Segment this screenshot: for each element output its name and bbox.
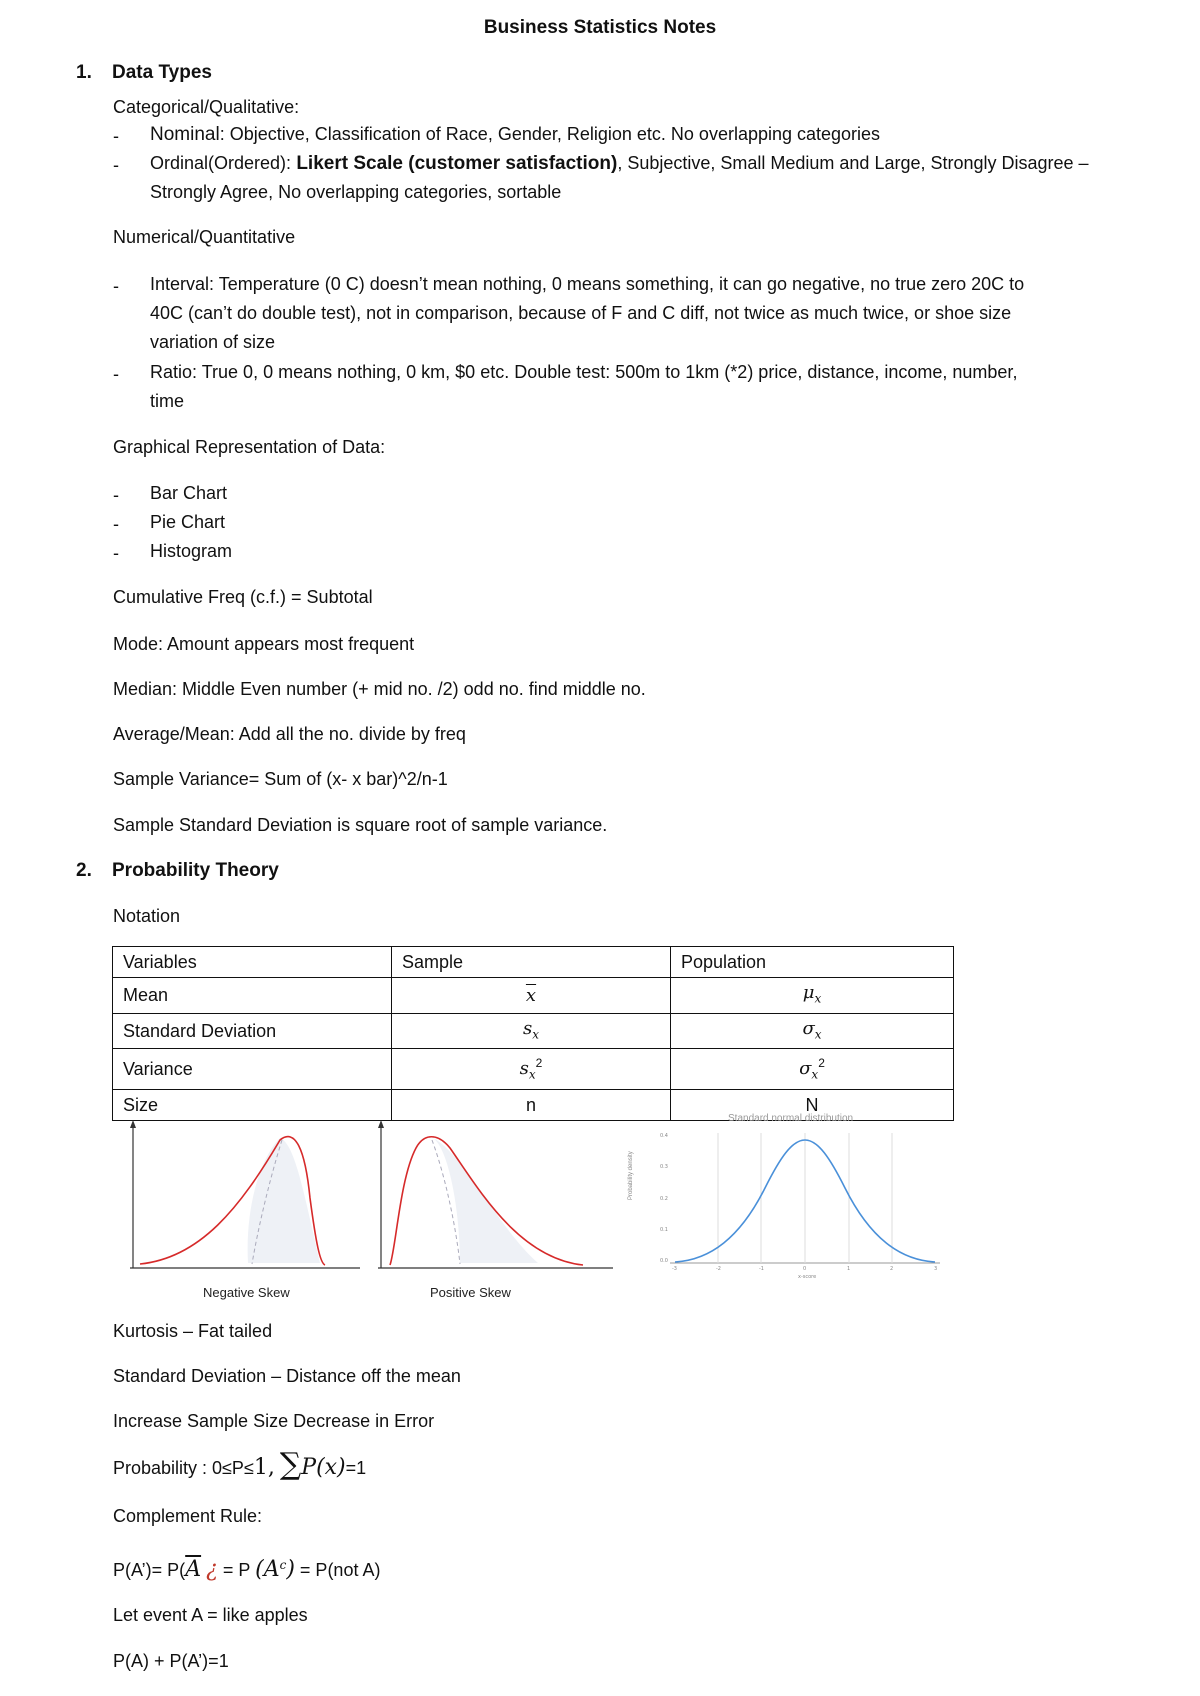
graph-item-bar: Bar Chart bbox=[150, 483, 228, 503]
table-header-row bbox=[113, 947, 954, 978]
graphical-label: Graphical Representation of Data: bbox=[113, 437, 386, 457]
table-row bbox=[113, 1013, 954, 1049]
table-cell: Size bbox=[113, 1089, 392, 1120]
notation-table bbox=[112, 946, 954, 1121]
normal-ylabel: Probability density bbox=[628, 1151, 634, 1200]
variance-note: Sample Variance= Sum of (x- x bar)^2/n-1 bbox=[113, 769, 448, 789]
probability-formula: Probability : 0≤P≤1, ∑P(x)=1 bbox=[113, 1447, 367, 1482]
x-tick-label: -1 bbox=[759, 1266, 764, 1272]
x-tick-label: 0 bbox=[803, 1266, 807, 1272]
section-heading-probability bbox=[76, 860, 279, 882]
bullet-dash: - bbox=[113, 126, 119, 146]
interval-line2: 40C (can’t do double test), not in comparison, because of F and C diff, not twice as much twice, or shoe size bbox=[150, 303, 1012, 323]
y-tick-label: 0.3 bbox=[660, 1164, 668, 1170]
graph-item-histogram: Histogram bbox=[150, 541, 233, 561]
nominal-term: Nominal bbox=[150, 124, 220, 145]
normal-title: Standard normal distribution bbox=[728, 1113, 854, 1124]
sigma-symbol: σ bbox=[799, 1058, 812, 1080]
negative-skew-figure bbox=[120, 1118, 380, 1278]
ratio-item bbox=[150, 362, 1017, 383]
table-cell: Variance bbox=[113, 1049, 392, 1090]
x-axis-label: x-score bbox=[798, 1274, 817, 1278]
bullet-dash: - bbox=[113, 276, 119, 296]
axis-arrow-icon bbox=[378, 1120, 384, 1128]
section-number: 1. bbox=[76, 62, 92, 83]
normal-distribution-figure bbox=[650, 1128, 950, 1278]
numerical-label: Numerical/Quantitative bbox=[113, 227, 296, 247]
sd-note: Standard Deviation – Distance off the mean bbox=[113, 1366, 461, 1386]
ratio-term: Ratio bbox=[150, 362, 193, 382]
negative-skew-caption: Negative Skew bbox=[203, 1285, 290, 1300]
bullet-dash: - bbox=[113, 485, 119, 505]
graph-item-pie: Pie Chart bbox=[150, 512, 226, 532]
mu-symbol: μ bbox=[802, 982, 815, 1003]
table-cell: N bbox=[671, 1089, 954, 1120]
nominal-text: : Objective, Classification of Race, Gender, Religion etc. No overlapping categories bbox=[219, 124, 881, 144]
x-bar-symbol: $\overline{x}$ bbox=[525, 984, 537, 1006]
y-tick-label: 0.4 bbox=[660, 1133, 668, 1139]
interval-line3: variation of size bbox=[150, 332, 276, 352]
kurtosis-note: Kurtosis – Fat tailed bbox=[113, 1321, 273, 1341]
mode-note: Mode: Amount appears most frequent bbox=[113, 634, 415, 654]
page-title: Business Statistics Notes bbox=[483, 17, 717, 38]
axis-arrow-icon bbox=[130, 1120, 136, 1128]
x-tick-label: -2 bbox=[716, 1266, 721, 1272]
x-tick-label: 2 bbox=[890, 1266, 894, 1272]
section-title: Data Types bbox=[112, 62, 212, 83]
sigma-symbol: σ bbox=[802, 1017, 815, 1039]
ratio-line1: : True 0, 0 means nothing, 0 km, $0 etc. Double test: 500m to 1km (*2) price, distance, income, number, bbox=[192, 362, 1018, 382]
x-tick-label: -3 bbox=[672, 1266, 677, 1272]
table-header: Sample bbox=[392, 947, 671, 978]
sum-rule: P(A) + P(A’)=1 bbox=[113, 1651, 229, 1671]
table-cell: $s_x$ bbox=[392, 1013, 671, 1049]
ordinal-text: , Subjective, Small Medium and Large, Strongly Disagree – bbox=[617, 153, 1089, 173]
bullet-dash: - bbox=[113, 155, 119, 175]
shaded-area bbox=[433, 1138, 538, 1263]
table-header: Population bbox=[671, 947, 954, 978]
section-title: Probability Theory bbox=[112, 860, 279, 881]
sample-size-note: Increase Sample Size Decrease in Error bbox=[113, 1411, 435, 1431]
y-tick-label: 0.0 bbox=[660, 1258, 668, 1264]
bullet-dash: - bbox=[113, 543, 119, 563]
table-cell: $\sigma_x^2$ bbox=[671, 1049, 954, 1090]
event-note: Let event A = like apples bbox=[113, 1605, 308, 1625]
interval-item bbox=[150, 274, 1024, 295]
ratio-line2: time bbox=[150, 391, 185, 411]
ordinal-line2: Strongly Agree, No overlapping categories, sortable bbox=[150, 182, 562, 202]
shaded-area bbox=[248, 1138, 320, 1263]
cumulative-note: Cumulative Freq (c.f.) = Subtotal bbox=[113, 587, 373, 607]
table-cell: $s_x^2$ bbox=[392, 1049, 671, 1090]
categorical-label: Categorical/Qualitative: bbox=[113, 97, 300, 117]
section-number: 2. bbox=[76, 860, 92, 881]
complement-label: Complement Rule: bbox=[113, 1506, 263, 1526]
ordinal-term: Ordinal(Ordered): bbox=[150, 153, 292, 173]
ordinal-item bbox=[150, 153, 1089, 175]
bullet-dash: - bbox=[113, 514, 119, 534]
bullet-dash: - bbox=[113, 364, 119, 384]
table-row bbox=[113, 1049, 954, 1090]
table-row bbox=[113, 978, 954, 1014]
mean-note: Average/Mean: Add all the no. divide by freq bbox=[113, 724, 466, 744]
table-cell bbox=[392, 978, 671, 1014]
table-cell: Standard Deviation bbox=[113, 1013, 392, 1049]
notation-label: Notation bbox=[113, 906, 181, 926]
x-tick-label: 1 bbox=[847, 1266, 851, 1272]
nominal-item bbox=[150, 124, 880, 146]
positive-skew-figure bbox=[368, 1118, 628, 1278]
y-tick-label: 0.2 bbox=[660, 1196, 668, 1202]
interval-line1: Temperature (0 C) doesn’t mean nothing, 0 means something, it can go negative, no true zero 20C to bbox=[214, 274, 1025, 294]
x-tick-label: 3 bbox=[934, 1266, 938, 1272]
sum-symbol: ∑ bbox=[279, 1447, 302, 1482]
median-note: Median: Middle Even number (+ mid no. /2) odd no. find middle no. bbox=[113, 679, 646, 699]
table-cell: $\mu_x$ bbox=[671, 978, 954, 1014]
table-cell: n bbox=[392, 1089, 671, 1120]
table-cell: Mean bbox=[113, 978, 392, 1014]
positive-skew-caption: Positive Skew bbox=[430, 1285, 511, 1300]
table-cell: $\sigma_x$ bbox=[671, 1013, 954, 1049]
stddev-note: Sample Standard Deviation is square root of sample variance. bbox=[113, 815, 608, 835]
table-header: Variables bbox=[113, 947, 392, 978]
complement-formula: P(A’)= $P(\overline{A}$ ¿ = P $(A^c) = P(not$ A) bbox=[113, 1557, 381, 1582]
section-heading-data-types bbox=[76, 62, 212, 84]
ordinal-bold: Likert Scale (customer satisfaction) bbox=[291, 153, 618, 174]
interval-term: Interval: bbox=[150, 274, 215, 294]
y-tick-label: 0.1 bbox=[660, 1227, 668, 1233]
